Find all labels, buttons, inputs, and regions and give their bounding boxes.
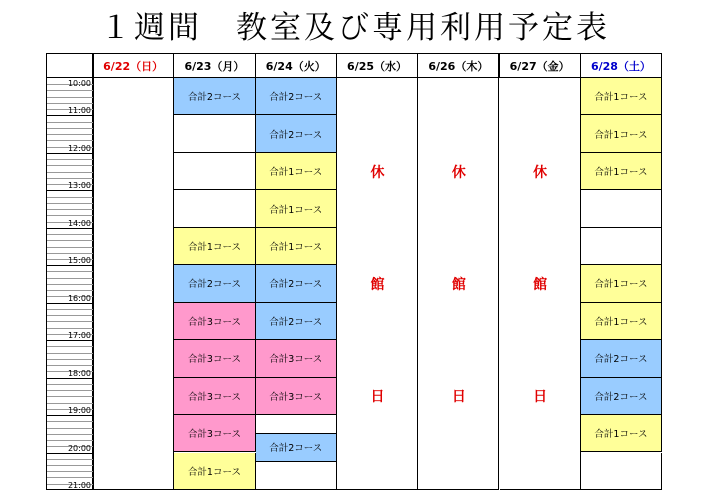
hour-line <box>47 303 93 304</box>
time-tick <box>47 122 93 123</box>
time-tick <box>47 197 93 198</box>
time-tick <box>47 90 93 91</box>
time-tick <box>47 97 93 98</box>
hour-line <box>47 340 93 341</box>
time-label: 16:00 <box>67 293 91 303</box>
time-label: 10:00 <box>67 79 91 88</box>
empty-slot <box>256 415 337 434</box>
hour-line <box>47 415 93 416</box>
time-tick <box>47 159 93 160</box>
time-tick <box>47 328 93 329</box>
time-tick <box>47 465 93 466</box>
time-label: 14:00 <box>67 218 91 228</box>
grid-left-border <box>93 53 94 490</box>
time-tick <box>47 134 93 135</box>
hour-line <box>47 378 93 379</box>
empty-slot <box>93 78 174 490</box>
empty-slot <box>581 190 662 227</box>
closed-day-label: 日 <box>370 389 385 406</box>
time-label: 21:00 <box>67 480 91 490</box>
closed-day-label: 休 <box>533 164 548 181</box>
time-column <box>46 78 93 490</box>
time-tick <box>47 309 93 310</box>
closed-day-label: 休 <box>370 164 385 181</box>
time-label: 11:00 <box>67 106 91 116</box>
time-tick <box>47 215 93 216</box>
time-tick <box>47 178 93 179</box>
time-label: 12:00 <box>67 143 91 153</box>
time-tick <box>47 396 93 397</box>
booking-slot: 合計3コース <box>174 340 255 377</box>
time-tick <box>47 240 93 241</box>
page-title: １週間 教室及び専用利用予定表 <box>100 10 610 46</box>
time-tick <box>47 209 93 210</box>
time-tick <box>47 278 93 279</box>
booking-slot: 合計3コース <box>256 378 337 415</box>
time-tick <box>47 247 93 248</box>
day-header: 6/26（木） <box>417 53 499 78</box>
time-label: 17:00 <box>67 331 91 341</box>
day-header: 6/24（火） <box>255 53 337 78</box>
time-tick <box>47 359 93 360</box>
closed-day-label: 館 <box>370 276 385 293</box>
booking-slot: 合計1コース <box>581 78 662 115</box>
booking-slot: 合計1コース <box>581 265 662 302</box>
time-tick <box>47 234 93 235</box>
schedule-grid <box>46 53 662 490</box>
time-label: 13:00 <box>67 181 91 191</box>
time-label: 18:00 <box>67 368 91 378</box>
empty-slot <box>581 453 662 490</box>
time-tick <box>47 384 93 385</box>
hour-line <box>47 453 93 454</box>
hour-line <box>47 115 93 116</box>
time-tick <box>47 315 93 316</box>
booking-slot: 合計3コース <box>174 415 255 452</box>
empty-slot <box>256 462 337 490</box>
booking-slot: 合計2コース <box>256 265 337 302</box>
day-header: 6/22（日） <box>92 53 174 78</box>
booking-slot: 合計1コース <box>256 190 337 227</box>
hour-line <box>47 190 93 191</box>
booking-slot: 合計3コース <box>256 340 337 377</box>
day-header: 6/28（土） <box>580 53 662 78</box>
time-tick <box>47 140 93 141</box>
booking-slot: 合計2コース <box>581 340 662 377</box>
hour-line <box>47 153 93 154</box>
booking-slot: 合計1コース <box>581 415 662 452</box>
time-label: 15:00 <box>67 256 91 266</box>
hour-line <box>47 228 93 229</box>
time-tick <box>47 284 93 285</box>
day-header: 6/27（金） <box>499 53 581 78</box>
time-tick <box>47 390 93 391</box>
time-tick <box>47 321 93 322</box>
booking-slot: 合計1コース <box>256 153 337 190</box>
time-tick <box>47 103 93 104</box>
booking-slot: 合計2コース <box>256 78 337 115</box>
time-tick <box>47 403 93 404</box>
closed-day-label: 館 <box>533 276 548 293</box>
time-tick <box>47 477 93 478</box>
booking-slot: 合計1コース <box>174 228 255 265</box>
header-corner <box>46 53 94 78</box>
day-header: 6/23（月） <box>173 53 255 78</box>
booking-slot: 合計1コース <box>256 228 337 265</box>
booking-slot: 合計2コース <box>256 115 337 152</box>
empty-slot <box>581 228 662 265</box>
empty-slot <box>174 153 255 190</box>
time-tick <box>47 471 93 472</box>
time-tick <box>47 421 93 422</box>
time-tick <box>47 346 93 347</box>
empty-slot <box>174 190 255 227</box>
time-tick <box>47 459 93 460</box>
closed-day-label: 館 <box>451 276 466 293</box>
time-tick <box>47 428 93 429</box>
booking-slot: 合計2コース <box>174 78 255 115</box>
booking-slot: 合計1コース <box>581 153 662 190</box>
time-tick <box>47 365 93 366</box>
empty-slot <box>174 115 255 152</box>
time-tick <box>47 253 93 254</box>
time-label: 20:00 <box>67 443 91 453</box>
hour-line <box>47 265 93 266</box>
booking-slot: 合計2コース <box>581 378 662 415</box>
time-tick <box>47 128 93 129</box>
closed-day-label: 日 <box>451 389 466 406</box>
time-tick <box>47 440 93 441</box>
time-tick <box>47 165 93 166</box>
time-tick <box>47 434 93 435</box>
time-tick <box>47 203 93 204</box>
time-tick <box>47 172 93 173</box>
time-tick <box>47 290 93 291</box>
booking-slot: 合計3コース <box>174 303 255 340</box>
booking-slot: 合計2コース <box>256 303 337 340</box>
booking-slot: 合計2コース <box>174 265 255 302</box>
day-header: 6/25（水） <box>336 53 418 78</box>
closed-day-label: 休 <box>451 164 466 181</box>
booking-slot: 合計3コース <box>174 378 255 415</box>
booking-slot: 合計1コース <box>581 303 662 340</box>
time-tick <box>47 353 93 354</box>
closed-day-label: 日 <box>533 389 548 406</box>
time-label: 19:00 <box>67 406 91 416</box>
booking-slot: 合計1コース <box>581 115 662 152</box>
time-tick <box>47 271 93 272</box>
booking-slot: 合計1コース <box>174 453 255 490</box>
booking-slot: 合計2コース <box>256 434 337 462</box>
